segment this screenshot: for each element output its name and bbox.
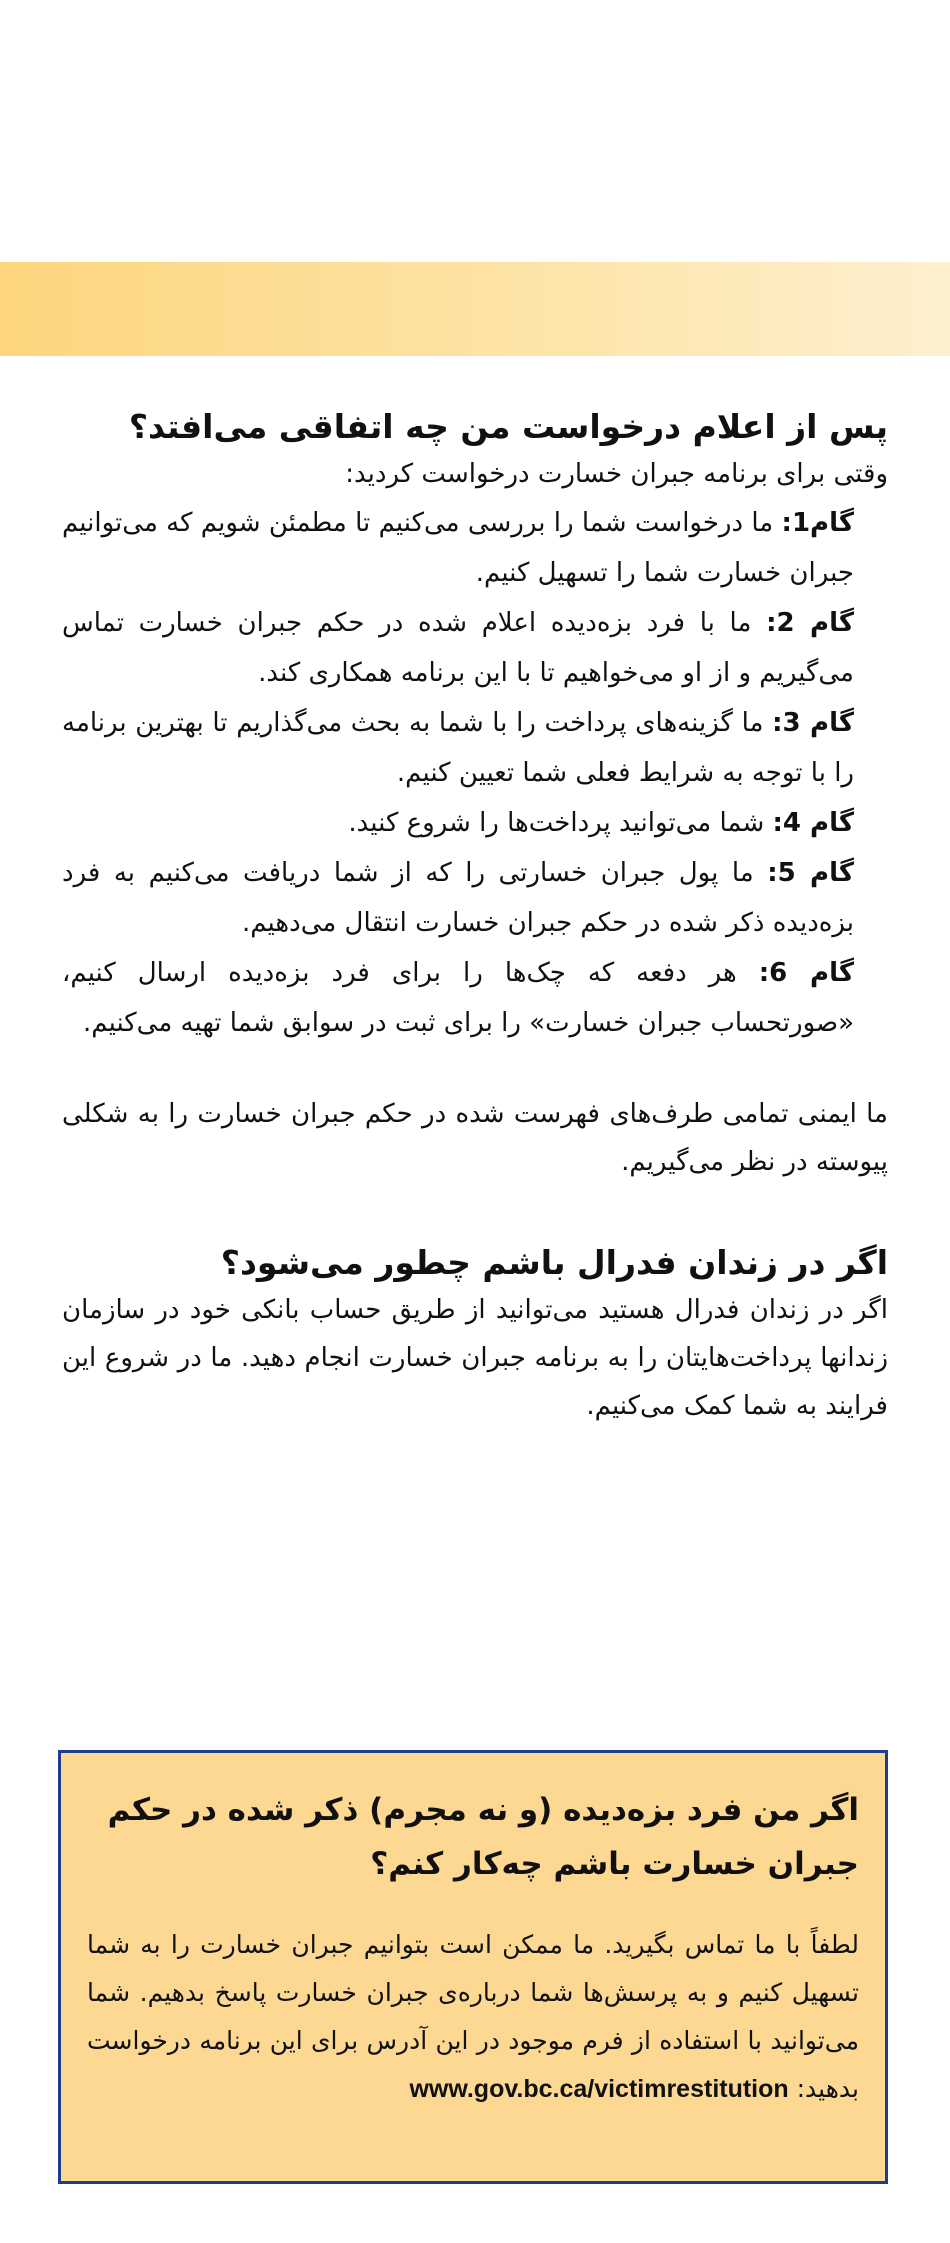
- step-text: ما درخواست شما را بررسی می‌کنیم تا مطمئن شویم که می‌توانیم جبران خسارت شما را تسهیل کنیم.: [62, 508, 854, 588]
- step-item: [62, 798, 854, 848]
- step-label: گام 6:: [758, 958, 854, 988]
- steps-list: [62, 498, 888, 1048]
- federal-prison-paragraph: اگر در زندان فدرال هستید می‌توانید از طریق حساب بانکی خود در سازمان زندانها پرداخت‌هایتان را به برنامه جبران خسارت انجام دهید. ما در شروع این فرایند به شما کمک می‌کنیم.: [62, 1295, 888, 1421]
- steps-intro: وقتی برای برنامه جبران خسارت درخواست کردید:: [345, 459, 888, 489]
- step-label: گام 5:: [767, 858, 854, 888]
- step-text: ما پول جبران خسارتی را که از شما دریافت می‌کنیم به فرد بزه‌دیده ذکر شده در حکم جبران خسارت انتقال می‌دهیم.: [62, 858, 854, 938]
- step-label: گام 2:: [766, 608, 854, 638]
- step-label: گام 4:: [772, 808, 854, 838]
- step-item: [62, 948, 854, 1048]
- victim-info-box: [58, 1750, 888, 2184]
- step-label: گام 3:: [772, 708, 854, 738]
- step-item: [62, 848, 854, 948]
- section-title-after-application: پس از اعلام درخواست من چه اتفاقی می‌افتد؟: [128, 407, 888, 446]
- step-label: گام1:: [781, 508, 854, 538]
- victim-box-body: [87, 1921, 859, 2113]
- step-item: [62, 498, 854, 598]
- step-text: شما می‌توانید پرداخت‌ها را شروع کنید.: [348, 808, 773, 838]
- step-text: ما با فرد بزه‌دیده اعلام شده در حکم جبران خسارت تماس می‌گیریم و از او می‌خواهیم تا با این برنامه همکاری کند.: [62, 608, 854, 688]
- step-item: [62, 698, 854, 798]
- victim-restitution-link[interactable]: www.gov.bc.ca/victimrestitution: [409, 2075, 789, 2103]
- step-text: هر دفعه که چک‌ها را برای فرد بزه‌دیده ارسال کنیم، «صورتحساب جبران خسارت» را برای ثبت در سوابق شما تهیه می‌کنیم.: [62, 958, 854, 1038]
- victim-box-text: لطفاً با ما تماس بگیرید. ما ممکن است بتوانیم جبران خسارت را به شما تسهیل کنیم و به پرسش‌ها شما درباره‌ی جبران خسارت پاسخ بدهیم. شما می‌توانید با استفاده از فرم موجود در این آدرس برای این برنامه درخواست بدهید:: [87, 1930, 859, 2103]
- decorative-header-band: [0, 262, 950, 356]
- step-text: ما گزینه‌های پرداخت را با شما به بحث می‌گذاریم تا بهترین برنامه را با توجه به شرایط فعلی شما تعیین کنیم.: [62, 708, 854, 788]
- main-content: [62, 404, 888, 1430]
- safety-paragraph: ما ایمنی تمامی طرف‌های فهرست شده در حکم جبران خسارت را به شکلی پیوسته در نظر می‌گیریم.: [62, 1099, 888, 1177]
- section-title-federal-prison: اگر در زندان فدرال باشم چطور می‌شود؟: [220, 1243, 888, 1282]
- victim-box-title: اگر من فرد بزه‌دیده (و نه مجرم) ذکر شده در حکم جبران خسارت باشم چه‌کار کنم؟: [107, 1792, 859, 1882]
- step-item: [62, 598, 854, 698]
